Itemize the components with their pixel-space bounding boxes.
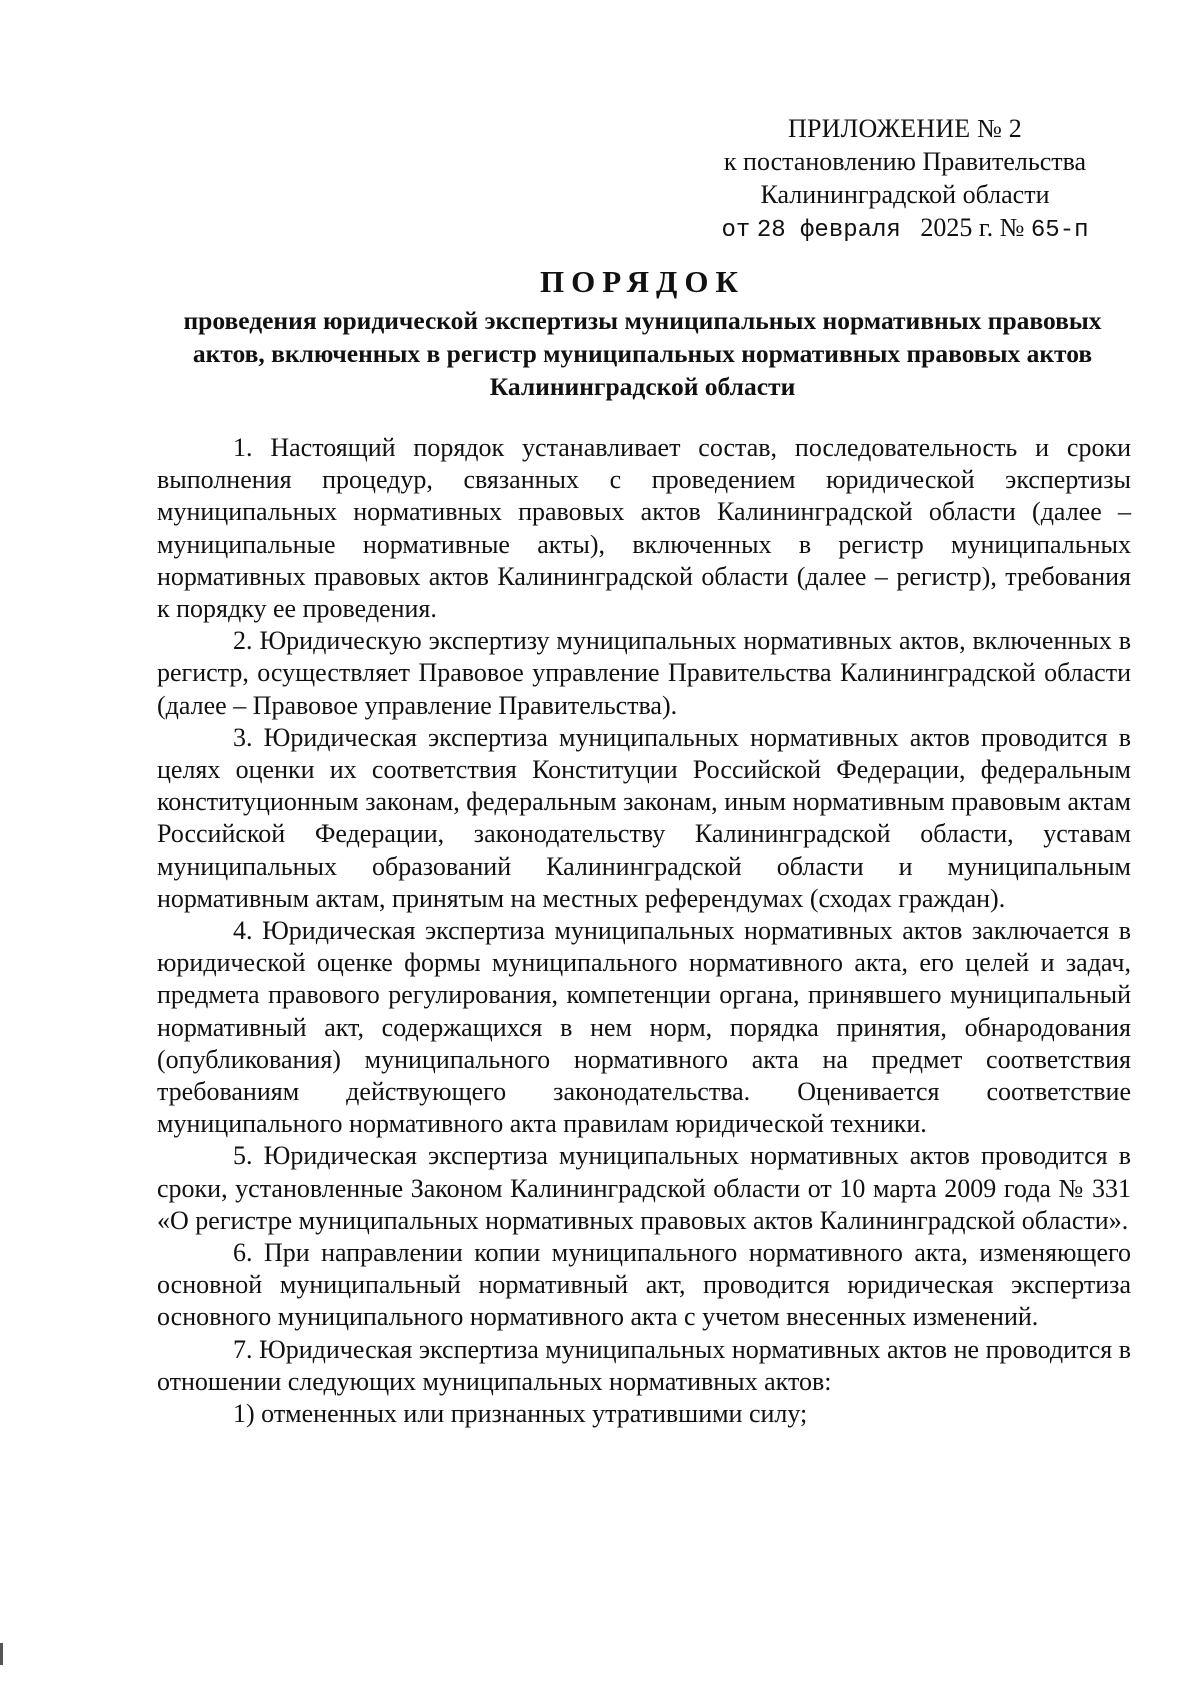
resolution-number: 65-п [1030,217,1089,244]
date-prefix: от [721,217,751,244]
document-title: ПОРЯДОК [540,264,745,299]
document-body [157,432,1131,1430]
paragraph-2: 2. Юридическую экспертизу муниципальных нормативных актов, включенных в регистр, осуществляет Правовое управление Правительства Калининградской области (далее – Правовое управление Правительства). [157,626,1131,720]
paragraph-4: 4. Юридическая экспертиза муниципальных нормативных актов заключается в юридической оценке формы муниципального нормативного акта, его целей и задач, предмета правового регулирования, компетенции органа, принявшего муниципальный нормативный акт, содержащихся в нем норм, порядка принятия, обнародования (опубликования) муниципального нормативного акта на предмет соответствия требованиям действующего законодательства. Оценивается соответствие муниципального нормативного акта правилам юридической техники. [157,916,1131,1139]
year-label: 2025 г. № [920,213,1025,242]
appendix-date-line [690,211,1120,247]
date-value: 28 февраля [756,217,901,244]
paragraph-6: 6. При направлении копии муниципального нормативного акта, изменяющего основной муниципальный нормативный акт, проводится юридическая экспертиза основного муниципального нормативного акта с учетом внесенных изменений. [157,1238,1131,1332]
appendix-resolution-ref: к постановлению Правительства [723,147,1087,176]
paragraph-3: 3. Юридическая экспертиза муниципальных нормативных актов проводится в целях оценки их соответствия Конституции Российской Федерации, федеральным конституционным законам, федеральным законам, иным нормативным правовым актам Российской Федерации, законодательству Калининградской области, уставам муниципальных образований Калининградской области и муниципальным нормативным актам, принятым на местных референдумах (сходах граждан). [157,722,1131,913]
scan-edge-mark [0,1643,3,1665]
paragraph-7: 7. Юридическая экспертиза муниципальных нормативных актов не проводится в отношении следующих муниципальных нормативных актов: [157,1334,1131,1396]
appendix-region: Калининградской области [760,180,1050,209]
title-block [155,262,1130,403]
document-subtitle: проведения юридической экспертизы муниципальных нормативных правовых актов, включенных в регистр муниципальных нормативных правовых актов Калининградской области [183,306,1102,401]
appendix-header [690,112,1120,247]
paragraph-1: 1. Настоящий порядок устанавливает состав, последовательность и сроки выполнения процедур, связанных с проведением юридической экспертизы муниципальных нормативных правовых актов Калининградской области (далее – муниципальные нормативные акты), включенных в регистр муниципальных нормативных правовых актов Калининградской области (далее – регистр), требования к порядку ее проведения. [157,433,1131,624]
list-item-1: 1) отмененных или признанных утратившими силу; [233,1399,808,1429]
paragraph-5: 5. Юридическая экспертиза муниципальных нормативных актов проводится в сроки, установленные Законом Калининградской области от 10 марта 2009 года № 331 «О регистре муниципальных нормативных правовых актов Калининградской области». [157,1141,1131,1235]
appendix-number: ПРИЛОЖЕНИЕ № 2 [788,114,1022,143]
